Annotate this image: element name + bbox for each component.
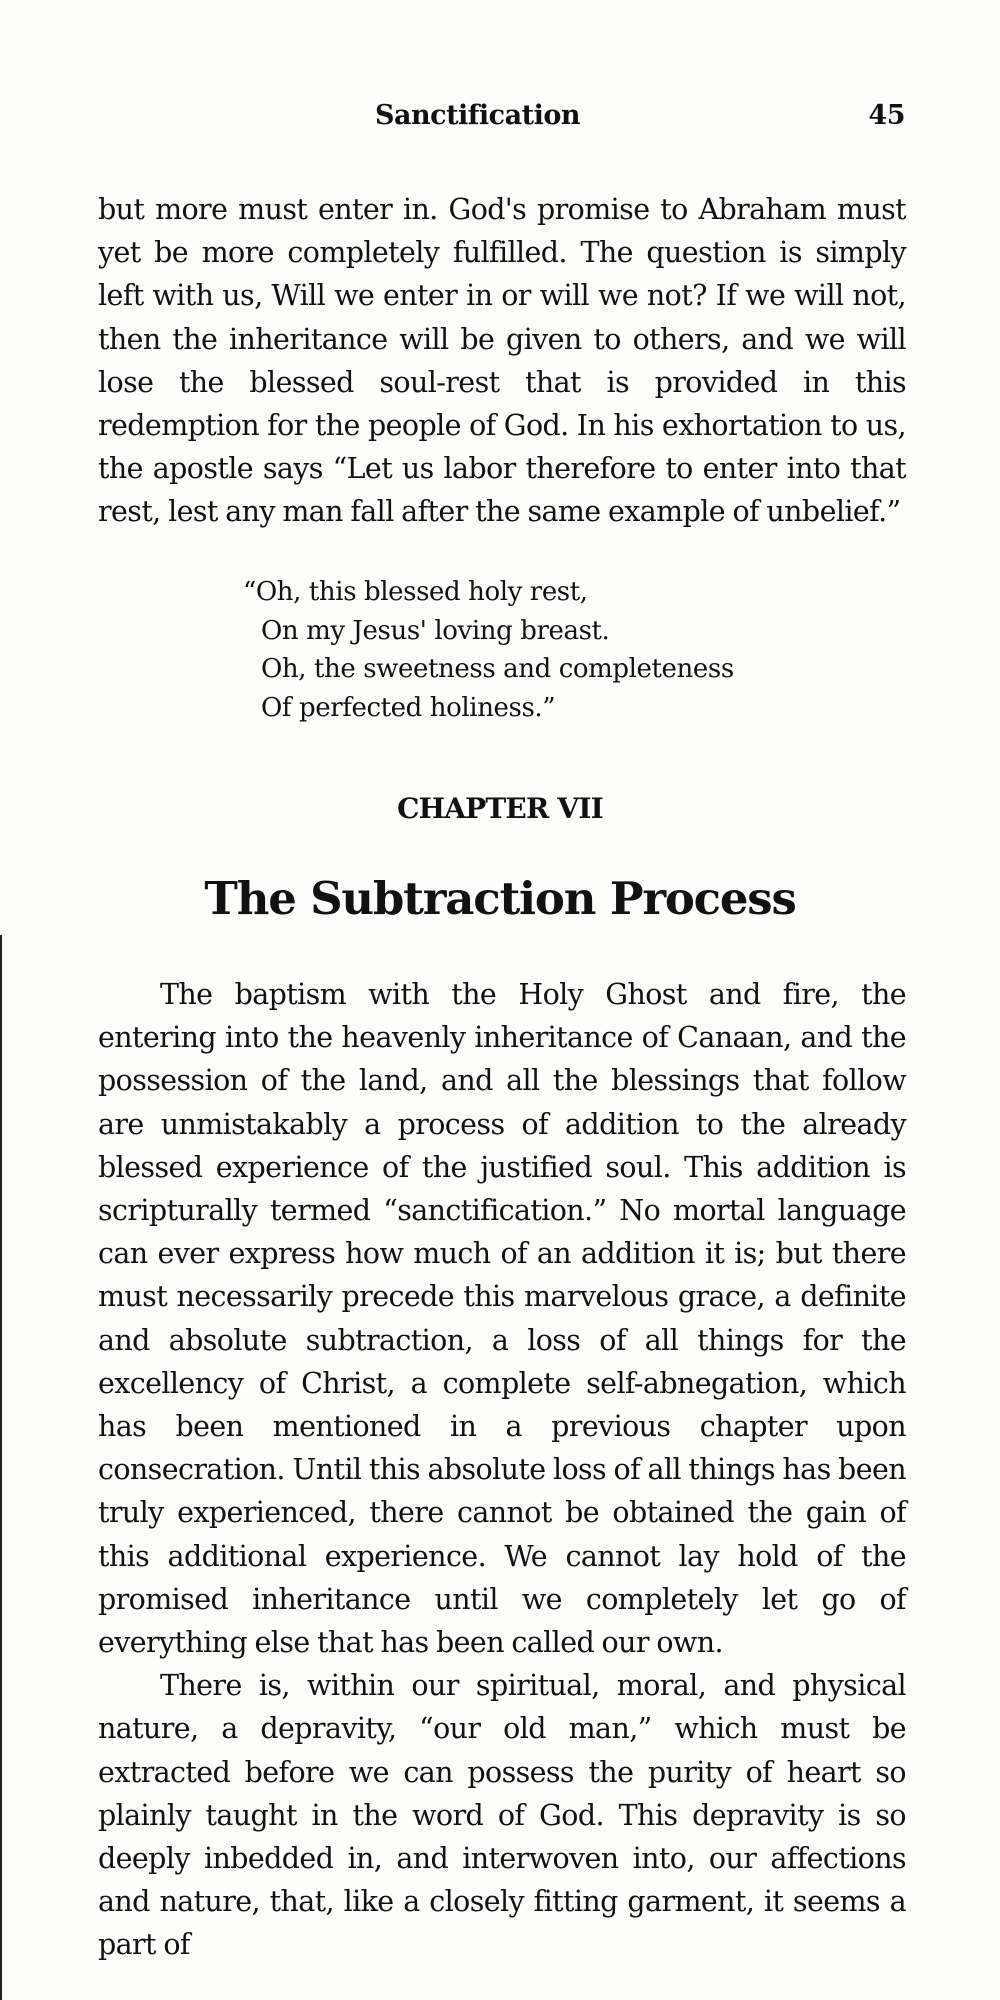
continued-paragraph-block [98,188,906,534]
running-header [375,100,905,131]
chapter-body [98,973,906,1967]
chapter-paragraph-2: There is, within our spiritual, moral, and physical nature, a depravity, “our old man,” which must be extracted before we can possess the purity of heart so plainly taught in the word of God. This depravity is so deeply inbedded in, and interwoven into, our affections and nature, that, like a closely fitting garment, it seems a part of [98,1669,906,1962]
continued-paragraph: but more must enter in. God's promise to Abraham must yet be more completely fulfilled. The question is simply left with us, Will we enter in or will we not? If we will not, then the inheritance will be given to others, and we will lose the blessed soul-rest that is provided in this redemption for the people of God. In his exhortation to us, the apostle says “Let us labor therefore to enter into that rest, lest any man fall after the same example of unbelief.” [98,193,906,529]
chapter-paragraph-1: The baptism with the Holy Ghost and fire, the entering into the heavenly inheritance of Canaan, and the possession of the land, and all the blessings that follow are unmistakably a process of addition to the already blessed experience of the justified soul. This addition is scripturally termed “sanctification.” No mortal language can ever express how much of an addition it is; but there must necessarily precede this marvelous grace, a definite and absolute subtraction, a loss of all things for the excellency of Christ, a complete self-abnegation, which has been mentioned in a previous chapter upon consecration. Until this absolute loss of all things has been truly experienced, there cannot be obtained the gain of this additional experience. We cannot lay hold of the promised inheritance until we completely let go of everything else that has been called our own. [98,978,906,1660]
scan-margin-line [0,935,2,2000]
chapter-title: The Subtraction Process [204,872,796,925]
page-number: 45 [868,100,905,131]
poem-line-4: Of perfected holiness.” [261,692,556,723]
chapter-label: CHAPTER VII [397,792,603,825]
poem-line-3: Oh, the sweetness and completeness [261,654,734,684]
poem-line-2: On my Jesus' loving breast. [261,615,610,646]
poem-quote [243,573,734,727]
running-title: Sanctification [375,100,580,131]
poem-line-1: “Oh, this blessed holy rest, [243,577,588,607]
